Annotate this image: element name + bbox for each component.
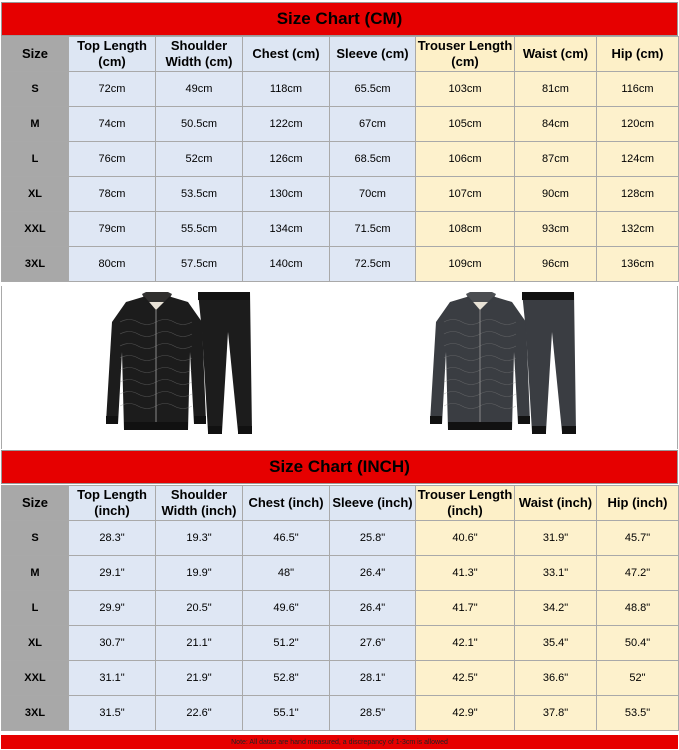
size-label: XL [2,177,69,212]
measurement-cell: 109cm [416,247,515,282]
table-header-row [2,37,679,72]
measurement-cell: 72cm [69,72,156,107]
measurement-cell: 57.5cm [156,247,243,282]
column-header: Top Length (cm) [69,37,156,72]
size-label: XXL [2,661,69,696]
column-header: Size [2,37,69,72]
measurement-cell: 67cm [330,107,416,142]
inch-size-table [1,485,679,731]
measurement-cell: 107cm [416,177,515,212]
measurement-cell: 106cm [416,142,515,177]
measurement-note: Note: All datas are hand measured, a discrepancy of 1-3cm is allowed [1,735,678,749]
measurement-cell: 29.9" [69,591,156,626]
measurement-cell: 34.2" [515,591,597,626]
table-row [2,521,679,556]
cm-size-table [1,36,679,282]
table-row [2,107,679,142]
measurement-cell: 118cm [243,72,330,107]
measurement-cell: 53.5cm [156,177,243,212]
table-row [2,212,679,247]
size-label: 3XL [2,696,69,731]
table-row [2,591,679,626]
measurement-cell: 55.1" [243,696,330,731]
measurement-cell: 105cm [416,107,515,142]
measurement-cell: 48.8" [597,591,679,626]
measurement-cell: 65.5cm [330,72,416,107]
cm-chart-title: Size Chart (CM) [1,2,678,36]
measurement-cell: 31.9" [515,521,597,556]
grey-tracksuit-image [430,292,580,444]
measurement-cell: 68.5cm [330,142,416,177]
measurement-cell: 134cm [243,212,330,247]
column-header: Shoulder Width (inch) [156,486,243,521]
measurement-cell: 21.1" [156,626,243,661]
column-header: Waist (cm) [515,37,597,72]
size-label: 3XL [2,247,69,282]
measurement-cell: 122cm [243,107,330,142]
measurement-cell: 79cm [69,212,156,247]
column-header: Top Length (inch) [69,486,156,521]
measurement-cell: 70cm [330,177,416,212]
size-label: L [2,591,69,626]
measurement-cell: 78cm [69,177,156,212]
measurement-cell: 29.1" [69,556,156,591]
measurement-cell: 72.5cm [330,247,416,282]
size-label: XL [2,626,69,661]
measurement-cell: 51.2" [243,626,330,661]
measurement-cell: 31.1" [69,661,156,696]
column-header: Hip (inch) [597,486,679,521]
measurement-cell: 76cm [69,142,156,177]
measurement-cell: 93cm [515,212,597,247]
measurement-cell: 27.6" [330,626,416,661]
measurement-cell: 90cm [515,177,597,212]
measurement-cell: 71.5cm [330,212,416,247]
measurement-cell: 33.1" [515,556,597,591]
measurement-cell: 20.5" [156,591,243,626]
product-photos [1,286,678,449]
table-row [2,72,679,107]
measurement-cell: 84cm [515,107,597,142]
size-label: S [2,72,69,107]
measurement-cell: 42.9" [416,696,515,731]
size-label: M [2,107,69,142]
black-tracksuit-image [106,292,256,444]
measurement-cell: 126cm [243,142,330,177]
measurement-cell: 42.5" [416,661,515,696]
table-row [2,696,679,731]
measurement-cell: 41.3" [416,556,515,591]
column-header: Trouser Length (inch) [416,486,515,521]
measurement-cell: 87cm [515,142,597,177]
column-header: Trouser Length (cm) [416,37,515,72]
measurement-cell: 28.3" [69,521,156,556]
measurement-cell: 45.7" [597,521,679,556]
measurement-cell: 47.2" [597,556,679,591]
table-row [2,142,679,177]
table-row [2,556,679,591]
measurement-cell: 50.4" [597,626,679,661]
table-header-row [2,486,679,521]
table-row [2,247,679,282]
measurement-cell: 120cm [597,107,679,142]
measurement-cell: 42.1" [416,626,515,661]
measurement-cell: 28.1" [330,661,416,696]
column-header: Chest (inch) [243,486,330,521]
measurement-cell: 25.8" [330,521,416,556]
size-label: M [2,556,69,591]
measurement-cell: 41.7" [416,591,515,626]
measurement-cell: 26.4" [330,556,416,591]
measurement-cell: 52.8" [243,661,330,696]
measurement-cell: 132cm [597,212,679,247]
size-label: L [2,142,69,177]
measurement-cell: 37.8" [515,696,597,731]
measurement-cell: 19.9" [156,556,243,591]
measurement-cell: 128cm [597,177,679,212]
measurement-cell: 35.4" [515,626,597,661]
measurement-cell: 74cm [69,107,156,142]
measurement-cell: 22.6" [156,696,243,731]
column-header: Hip (cm) [597,37,679,72]
measurement-cell: 52cm [156,142,243,177]
measurement-cell: 50.5cm [156,107,243,142]
measurement-cell: 103cm [416,72,515,107]
measurement-cell: 55.5cm [156,212,243,247]
size-label: XXL [2,212,69,247]
measurement-cell: 96cm [515,247,597,282]
column-header: Sleeve (cm) [330,37,416,72]
measurement-cell: 21.9" [156,661,243,696]
measurement-cell: 53.5" [597,696,679,731]
measurement-cell: 36.6" [515,661,597,696]
measurement-cell: 30.7" [69,626,156,661]
measurement-cell: 52" [597,661,679,696]
measurement-cell: 28.5" [330,696,416,731]
inch-chart-title: Size Chart (INCH) [1,450,678,484]
measurement-cell: 19.3" [156,521,243,556]
measurement-cell: 49.6" [243,591,330,626]
measurement-cell: 46.5" [243,521,330,556]
measurement-cell: 31.5" [69,696,156,731]
measurement-cell: 40.6" [416,521,515,556]
measurement-cell: 116cm [597,72,679,107]
measurement-cell: 26.4" [330,591,416,626]
measurement-cell: 124cm [597,142,679,177]
column-header: Shoulder Width (cm) [156,37,243,72]
measurement-cell: 81cm [515,72,597,107]
column-header: Chest (cm) [243,37,330,72]
measurement-cell: 80cm [69,247,156,282]
size-label: S [2,521,69,556]
table-row [2,661,679,696]
measurement-cell: 140cm [243,247,330,282]
measurement-cell: 130cm [243,177,330,212]
table-row [2,626,679,661]
measurement-cell: 48" [243,556,330,591]
measurement-cell: 108cm [416,212,515,247]
table-row [2,177,679,212]
column-header: Waist (inch) [515,486,597,521]
measurement-cell: 49cm [156,72,243,107]
column-header: Size [2,486,69,521]
measurement-cell: 136cm [597,247,679,282]
column-header: Sleeve (inch) [330,486,416,521]
